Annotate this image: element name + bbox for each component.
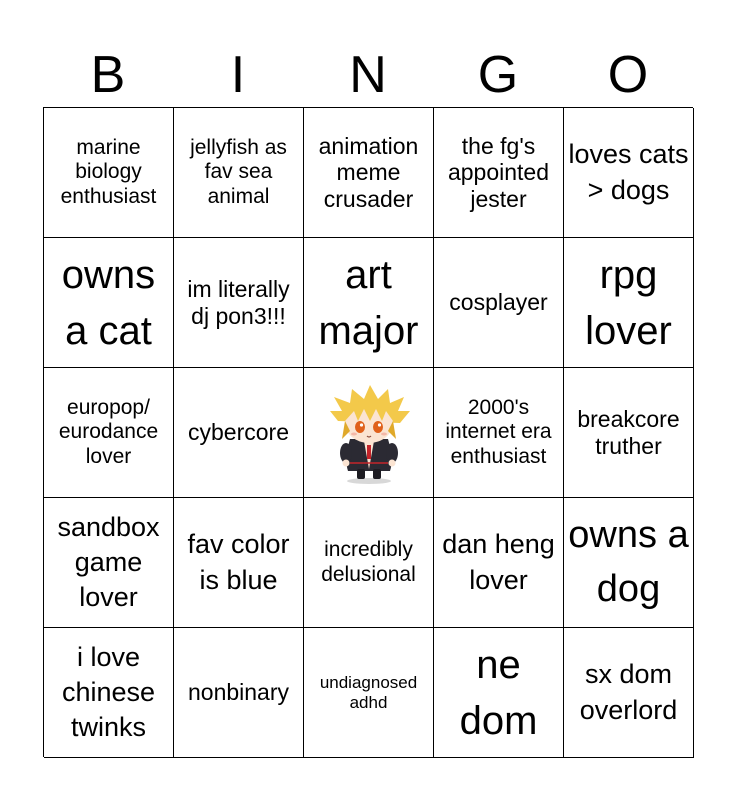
bingo-grid <box>43 107 693 757</box>
bingo-cell[interactable]: loves cats > dogs <box>564 108 694 238</box>
bingo-cell[interactable]: owns a cat <box>44 238 174 368</box>
bingo-cell[interactable]: the fg's appointed jester <box>434 108 564 238</box>
bingo-cell[interactable]: cosplayer <box>434 238 564 368</box>
bingo-cell[interactable]: europop/ eurodance lover <box>44 368 174 498</box>
bingo-cell[interactable]: owns a dog <box>564 498 694 628</box>
bingo-cell[interactable]: im literally dj pon3!!! <box>174 238 304 368</box>
header-letter-n: N <box>349 46 387 104</box>
bingo-header <box>43 44 693 106</box>
chibi-character-figure-icon <box>324 381 414 485</box>
bingo-cell[interactable]: incredibly delusional <box>304 498 434 628</box>
bingo-cell[interactable]: 2000's internet era enthusiast <box>434 368 564 498</box>
bingo-cell[interactable]: rpg lover <box>564 238 694 368</box>
bingo-cell[interactable]: jellyfish as fav sea animal <box>174 108 304 238</box>
bingo-cell[interactable]: nonbinary <box>174 628 304 758</box>
bingo-cell[interactable]: dan heng lover <box>434 498 564 628</box>
header-letter-o: O <box>607 46 649 104</box>
header-letter-i: I <box>230 46 246 104</box>
bingo-cell[interactable]: ne dom <box>434 628 564 758</box>
bingo-cell[interactable]: breakcore truther <box>564 368 694 498</box>
bingo-cell[interactable]: undiagnosed adhd <box>304 628 434 758</box>
bingo-cell[interactable]: i love chinese twinks <box>44 628 174 758</box>
bingo-cell[interactable]: animation meme crusader <box>304 108 434 238</box>
header-letter-b: B <box>90 46 126 104</box>
bingo-cell[interactable]: sandbox game lover <box>44 498 174 628</box>
bingo-cell[interactable]: sx dom overlord <box>564 628 694 758</box>
bingo-cell[interactable]: cybercore <box>174 368 304 498</box>
bingo-cell[interactable]: art major <box>304 238 434 368</box>
free-space-cell[interactable] <box>304 368 434 498</box>
header-letter-g: G <box>477 46 519 104</box>
bingo-cell[interactable]: marine biology enthusiast <box>44 108 174 238</box>
bingo-cell[interactable]: fav color is blue <box>174 498 304 628</box>
